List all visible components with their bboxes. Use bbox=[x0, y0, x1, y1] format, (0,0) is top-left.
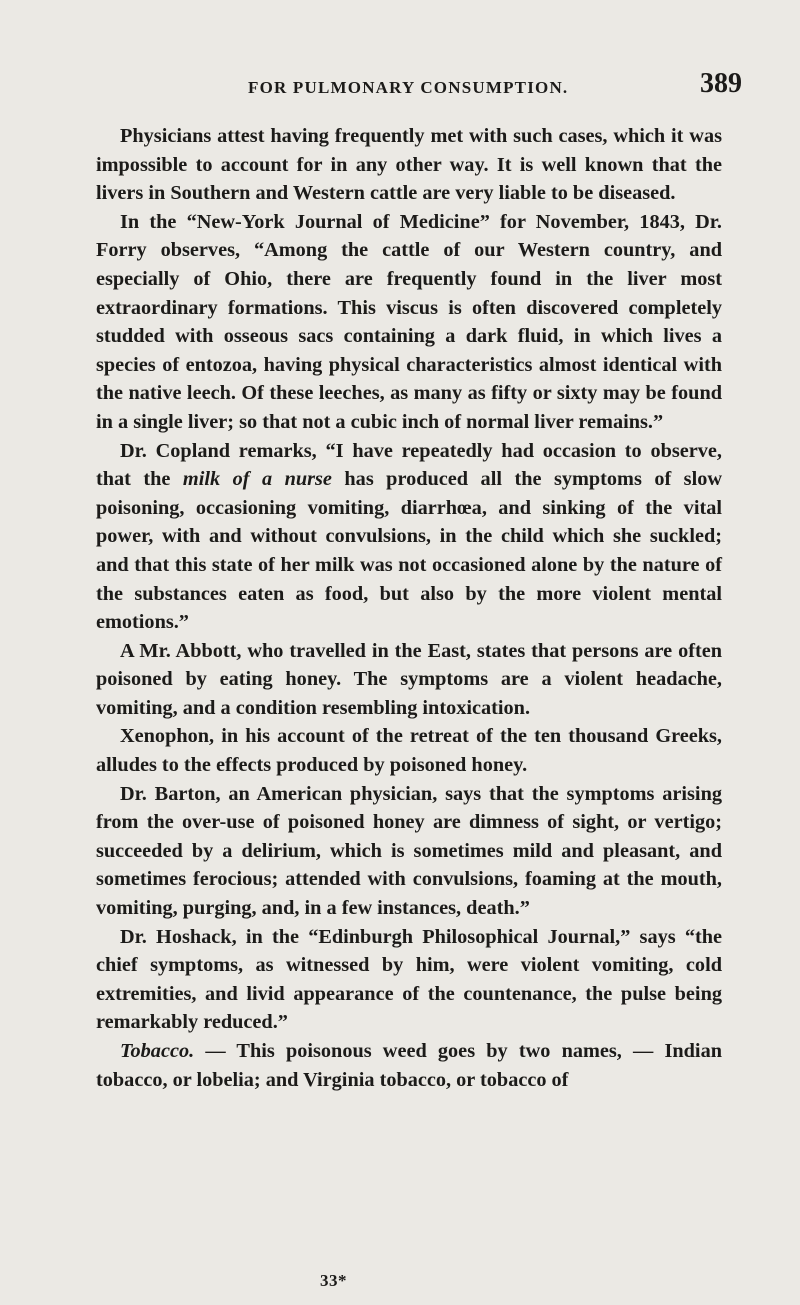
running-head: FOR PULMONARY CONSUMPTION. bbox=[248, 78, 569, 97]
paragraph-text: Dr. Barton, an American physician, says that the symptoms arising from the over-use of poisoned honey are dimness of sight, or vertigo; succeeded by a delirium, which is sometimes mild and pleasant, and sometimes ferocious; attended with convulsions, foaming at the mouth, vomiting, purging, and, in a few instances, death.” bbox=[96, 782, 722, 920]
paragraph-text: Xenophon, in his account of the retreat of the ten thousand Greeks, alludes to the effects produced by poisoned honey. bbox=[96, 725, 722, 777]
paragraph bbox=[96, 923, 722, 1037]
paragraph-text: — This poisonous weed goes by two names, — Indian tobacco, or lobelia; and Virginia tobacco, or tobacco of bbox=[96, 1040, 722, 1091]
paragraph bbox=[96, 637, 722, 723]
paragraph bbox=[96, 1037, 722, 1094]
italic-phrase: milk of a nurse bbox=[182, 468, 332, 491]
paragraph-text: Dr. Copland remarks, “I have repeatedly had occasion to observe, that the bbox=[96, 439, 722, 491]
paragraph bbox=[96, 122, 722, 208]
paragraph-text: Physicians attest having frequently met with such cases, which it was impossible to account for in any other way. It is well known that the livers in Southern and Western cattle are very liable to be diseased. bbox=[96, 125, 722, 205]
paragraph bbox=[96, 780, 722, 923]
paragraph-text: A Mr. Abbott, who travelled in the East, states that persons are often poisoned by eating honey. The symptoms are a violent headache, vomiting, and a condition resembling intoxication. bbox=[96, 639, 722, 719]
paragraph-text: has produced all the symptoms of slow poisoning, occasioning vomiting, diarrhœa, and sinking of the vital power, with and without convulsions, in the child which she suckled; and that this state of her milk was not occasioned alone by the nature of the substances eaten as food, but also by the more violent mental emotions.” bbox=[96, 468, 723, 634]
paragraph bbox=[96, 437, 722, 637]
body-text bbox=[96, 122, 722, 1094]
paragraph bbox=[96, 722, 722, 779]
paragraph-text: In the “New-York Journal of Medicine” for November, 1843, Dr. Forry observes, “Among the cattle of our Western country, and especially of Ohio, there are frequently found in the liver most extraordinary formations. This viscus is often discovered completely studded with osseous sacs containing a dark fluid, in which lives a species of entozoa, having physical characteristics almost identical with the native leech. Of these leeches, as many as fifty or sixty may be found in a single liver; so that not a cubic inch of normal liver remains.” bbox=[96, 210, 722, 433]
paragraph bbox=[96, 208, 722, 437]
page-number: 389 bbox=[700, 68, 742, 99]
paragraph-text: Dr. Hoshack, in the “Edinburgh Philosophical Journal,” says “the chief symptoms, as witnessed by him, were violent vomiting, cold extremities, and livid appearance of the countenance, the pulse being remarkably reduced.” bbox=[96, 925, 722, 1034]
signature-mark: 33* bbox=[320, 1271, 347, 1290]
section-heading-italic: Tobacco. bbox=[120, 1040, 195, 1062]
